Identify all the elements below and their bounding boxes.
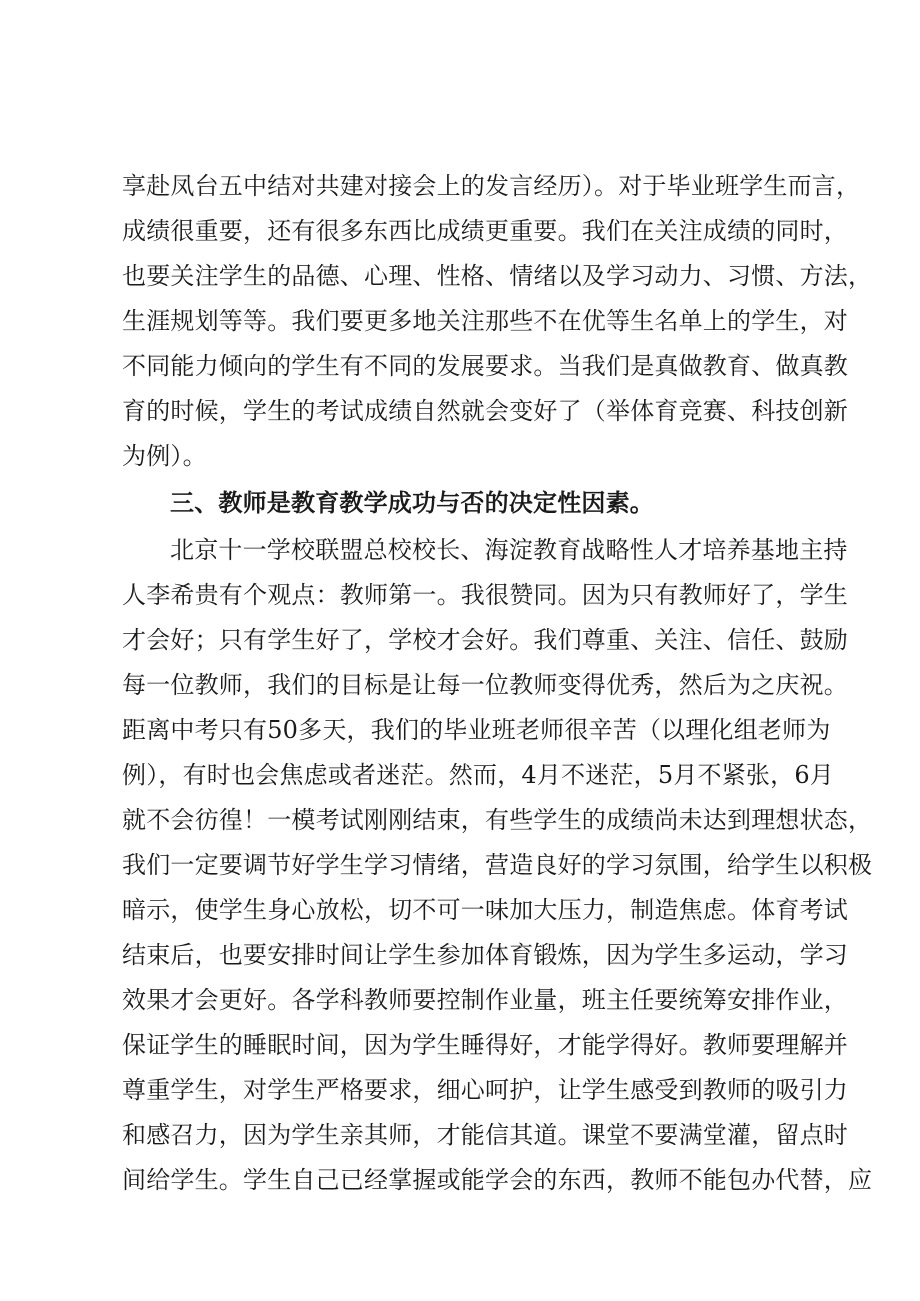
paragraph-line: 成绩很重要，还有很多东西比成绩更重要。我们在关注成绩的同时， — [122, 217, 848, 245]
paragraph-line: 距离中考只有50多天，我们的毕业班老师很辛苦（以理化组老师为 — [122, 716, 831, 744]
paragraph-line: 才会好；只有学生好了，学校才会好。我们尊重、关注、信任、鼓励 — [122, 626, 848, 654]
paragraph-line: 保证学生的睡眠时间，因为学生睡得好，才能学得好。教师要理解并 — [122, 1031, 848, 1059]
paragraph-line: 效果才会更好。各学科教师要控制作业量，班主任要统筹安排作业， — [122, 986, 848, 1014]
paragraph-line: 为例）。 — [122, 442, 207, 470]
paragraph-line: 享赴凤台五中结对共建对接会上的发言经历）。对于毕业班学生而言， — [122, 172, 861, 200]
paragraph-line: 结束后，也要安排时间让学生参加体育锻炼，因为学生多运动，学习 — [122, 941, 848, 969]
paragraph-line: 人李希贵有个观点：教师第一。我很赞同。因为只有教师好了，学生 — [122, 581, 848, 609]
paragraph-line: 间给学生。学生自己已经掌握或能学会的东西，教师不能包办代替，应 — [122, 1166, 873, 1194]
paragraph-line: 生涯规划等等。我们要更多地关注那些不在优等生名单上的学生，对 — [122, 307, 848, 335]
paragraph-line: 每一位教师，我们的目标是让每一位教师变得优秀，然后为之庆祝。 — [122, 671, 848, 699]
paragraph-line: 我们一定要调节好学生学习情绪，营造良好的学习氛围，给学生以积极 — [122, 851, 873, 879]
paragraph-line: 和感召力，因为学生亲其师，才能信其道。课堂不要满堂灌，留点时 — [122, 1121, 848, 1149]
paragraph-line: 不同能力倾向的学生有不同的发展要求。当我们是真做教育、做真教 — [122, 352, 848, 380]
paragraph-line: 例），有时也会焦虑或者迷茫。然而，4月不迷茫，5月不紧张，6月 — [122, 761, 835, 789]
section-heading: 三、教师是教育教学成功与否的决定性因素。 — [170, 489, 654, 517]
paragraph-line: 北京十一学校联盟总校校长、海淀教育战略性人才培养基地主持 — [170, 536, 848, 564]
paragraph-line: 暗示，使学生身心放松，切不可一味加大压力，制造焦虑。体育考试 — [122, 896, 848, 924]
paragraph-line: 就不会彷徨！一模考试刚刚结束，有些学生的成绩尚未达到理想状态， — [122, 806, 873, 834]
paragraph-line: 也要关注学生的品德、心理、性格、情绪以及学习动力、习惯、方法， — [122, 262, 873, 290]
paragraph-line: 尊重学生，对学生严格要求，细心呵护，让学生感受到教师的吸引力 — [122, 1076, 848, 1104]
paragraph-line: 育的时候，学生的考试成绩自然就会变好了（举体育竞赛、科技创新 — [122, 397, 848, 425]
